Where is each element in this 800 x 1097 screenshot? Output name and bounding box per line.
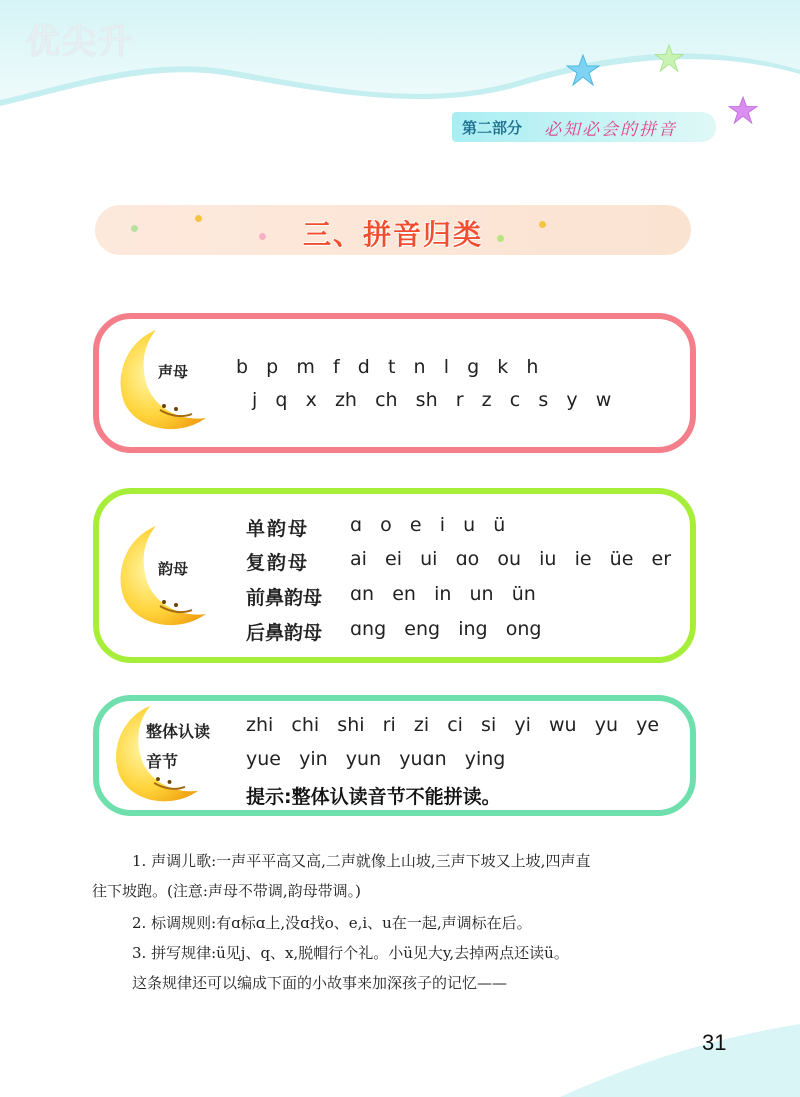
note-line-2: 往下坡跑。(注意:声母不带调,韵母带调。) [92,882,362,900]
brand-logo-text: 优尖升 [26,22,134,62]
pink-star-icon [728,96,758,124]
whole-syllables-row-1: zhi chi shi ri zi ci si yi wu yu ye [246,714,660,736]
section-title-banner [95,205,691,255]
finals-category-back-nasal: 后鼻韵母 [246,622,323,644]
finals-items-compound: ai ei ui ɑo ou iu ie üe er [350,548,672,570]
note-line-5: 这条规律还可以编成下面的小故事来加深孩子的记忆—— [132,974,508,992]
finals-items-simple: ɑ o e i u ü [350,514,506,536]
section-title: 三、拼音归类 [302,218,483,251]
finals-items-front-nasal: ɑn en in un ün [350,583,536,605]
finals-category-front-nasal: 前鼻韵母 [246,587,323,609]
finals-label: 韵母 [158,560,189,578]
footer-wave-decoration [560,1010,800,1097]
finals-items-back-nasal: ɑng eng ing ong [350,618,542,640]
initials-row-1: b p m f d t n l g k h [236,356,539,378]
whole-syllables-hint: 提示:整体认读音节不能拼读。 [246,786,501,808]
whole-syllables-label-line1: 整体认读 [146,722,211,741]
page-number: 31 [702,1030,727,1055]
note-line-3: 2. 标调规则:有ɑ标ɑ上,没ɑ找o、e,i、u在一起,声调标在后。 [132,914,532,932]
part-label: 第二部分 [462,119,523,137]
finals-category-compound: 复韵母 [246,552,310,574]
note-line-1: 1. 声调儿歌:一声平平高又高,二声就像上山坡,三声下坡又上坡,四声直 [132,852,591,870]
part-banner [452,112,716,142]
part-title: 必知必会的拼音 [544,120,677,140]
initials-row-2: j q x zh ch sh r z c s y w [252,389,612,411]
whole-syllables-row-2: yue yin yun yuɑn ying [246,748,506,770]
whole-syllables-label-line2: 音节 [146,752,179,771]
note-line-4: 3. 拼写规律:ü见j、q、x,脱帽行个礼。小ü见大y,去掉两点还读ü。 [132,944,569,962]
finals-category-simple: 单韵母 [246,518,310,540]
initials-label: 声母 [158,363,189,381]
green-star-icon [654,44,684,72]
blue-star-icon [566,54,600,86]
